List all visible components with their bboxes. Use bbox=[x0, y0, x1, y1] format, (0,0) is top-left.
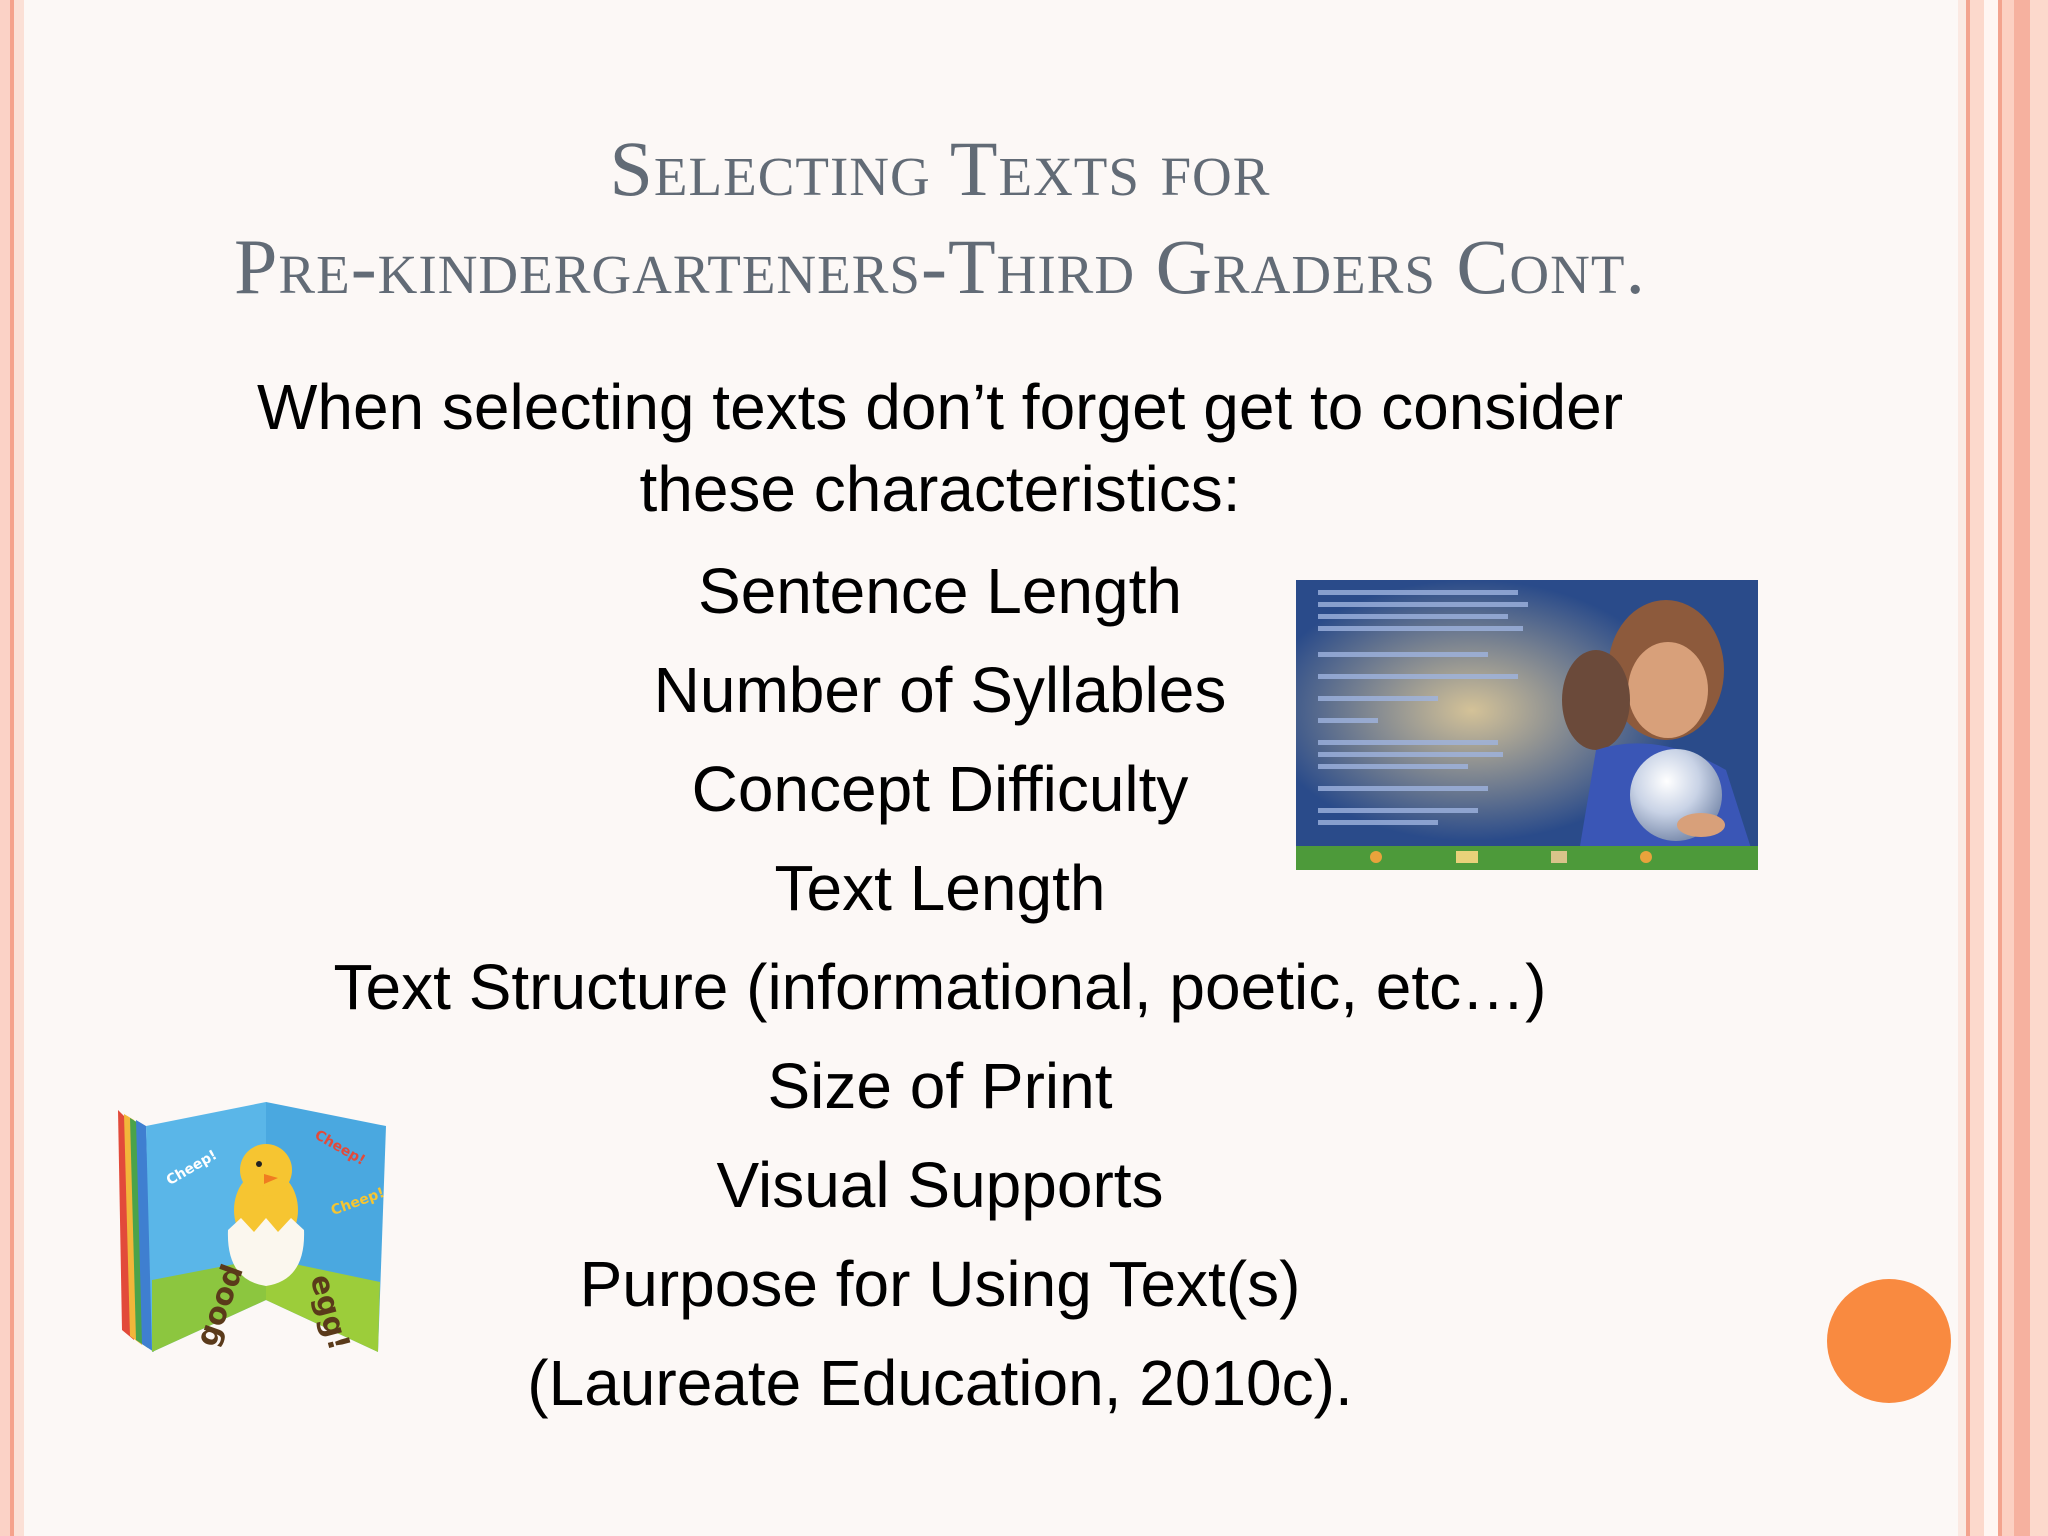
slide-body bbox=[200, 366, 1680, 1433]
slide-title bbox=[120, 120, 1760, 316]
characteristic-item: Size of Print bbox=[767, 1050, 1113, 1122]
book-word-cheep-3: Cheep! bbox=[328, 1184, 387, 1220]
book-word-good: good bbox=[189, 1259, 251, 1352]
citation: (Laureate Education, 2010c). bbox=[527, 1347, 1353, 1419]
characteristic-item: Purpose for Using Text(s) bbox=[579, 1248, 1301, 1320]
characteristic-item: Visual Supports bbox=[716, 1149, 1164, 1221]
orange-circle-decoration bbox=[1827, 1279, 1951, 1403]
popup-book-image bbox=[116, 1090, 406, 1380]
characteristic-item: Concept Difficulty bbox=[691, 753, 1189, 825]
book-word-egg: egg! bbox=[302, 1270, 357, 1355]
book-word-cheep-1: Cheep! bbox=[163, 1147, 220, 1189]
storybook-illustration bbox=[1296, 580, 1758, 870]
right-border-decoration bbox=[1958, 0, 2048, 1536]
popup-book-illustration bbox=[116, 1090, 406, 1380]
book-word-cheep-2: Cheep! bbox=[311, 1127, 368, 1169]
storybook-page-image bbox=[1296, 580, 1758, 870]
characteristic-item: Text Length bbox=[774, 852, 1106, 924]
left-border-decoration bbox=[0, 0, 24, 1536]
title-line-2: Pre-kindergarteners-Third Graders Cont. bbox=[234, 223, 1646, 310]
intro-text: When selecting texts don’t forget get to consider these characteristics: bbox=[256, 371, 1624, 525]
characteristic-item: Sentence Length bbox=[698, 555, 1182, 627]
title-line-1: Selecting Texts for bbox=[609, 125, 1271, 212]
characteristic-item: Number of Syllables bbox=[653, 654, 1227, 726]
characteristic-item: Text Structure (informational, poetic, etc…) bbox=[333, 951, 1547, 1023]
